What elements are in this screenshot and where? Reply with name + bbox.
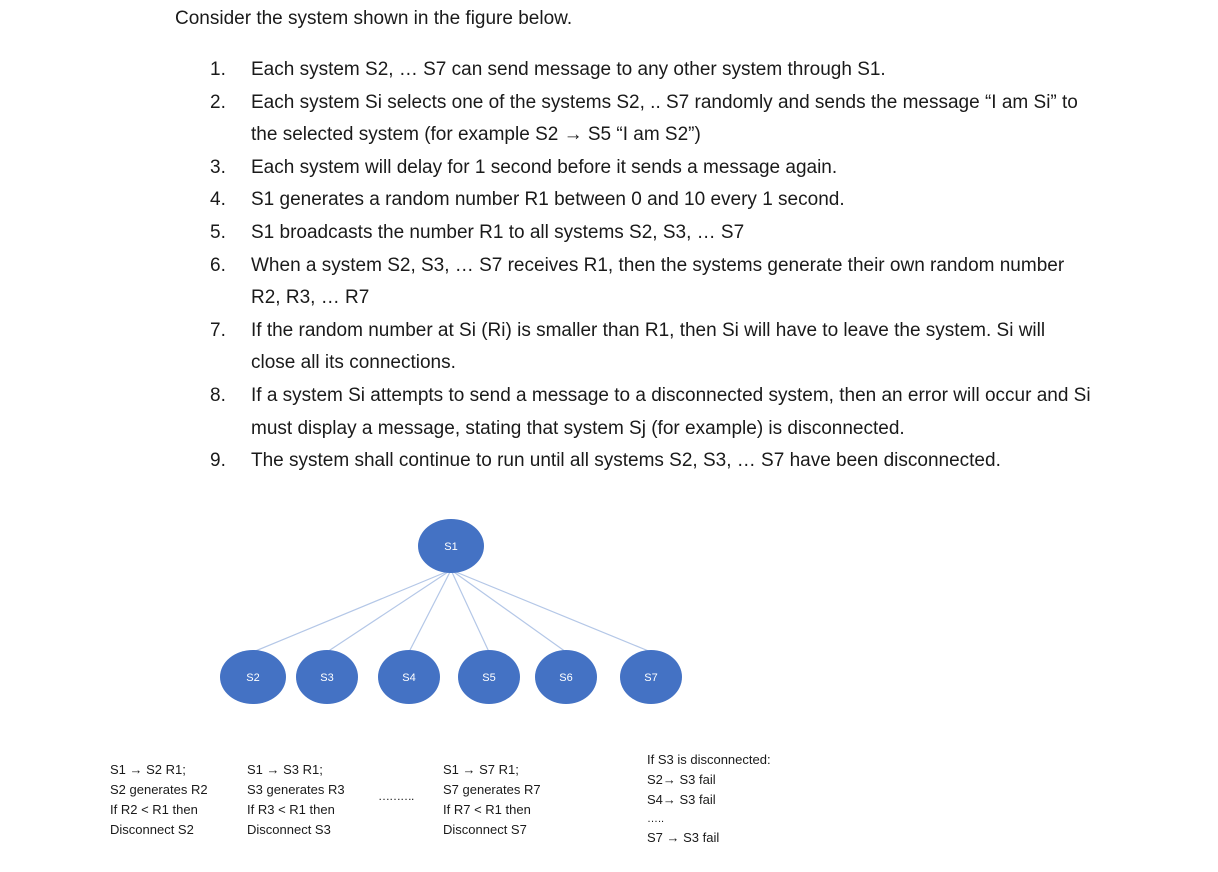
note-line: S1 → S7 R1; <box>443 762 519 777</box>
node-s2 <box>220 650 286 704</box>
intro-text: Consider the system shown in the figure below. <box>175 8 573 29</box>
diagram-edges <box>253 570 651 652</box>
note-line: If R7 < R1 then <box>443 802 531 817</box>
ellipsis-separator: ………. <box>378 789 414 803</box>
edge-s1-s6 <box>451 570 566 652</box>
node-label: S2 <box>246 672 260 684</box>
node-label: S1 <box>444 541 458 553</box>
node-s7 <box>620 650 682 704</box>
note-line: S1 → S3 R1; <box>247 762 323 777</box>
note-s7 <box>443 760 541 840</box>
note-line: S1 → S2 R1; <box>110 762 186 777</box>
note-line: If R2 < R1 then <box>110 802 198 817</box>
note-line: ….. <box>647 813 665 825</box>
edge-s1-s5 <box>451 570 489 652</box>
node-label: S5 <box>482 672 496 684</box>
node-s1 <box>418 519 484 573</box>
list-number: 8. <box>210 384 226 406</box>
note-s2 <box>110 760 208 840</box>
note-line: Disconnect S7 <box>443 822 527 837</box>
node-s6 <box>535 650 597 704</box>
list-number: 9. <box>210 450 226 472</box>
list-number: 7. <box>210 319 226 341</box>
note-line: S4→ S3 fail <box>647 792 716 807</box>
list-item-text: When a system S2, S3, … S7 receives R1, then the systems generate their own random number R2, R3, … R7 <box>251 254 1065 309</box>
node-s4 <box>378 650 440 704</box>
list-item-text: Each system Si selects one of the systems S2, .. S7 randomly and sends the message “I am Si” to the selected system (for example S2 → S5 “I am S2”) <box>251 91 1078 146</box>
edge-s1-s2 <box>253 570 451 652</box>
list-item-text: Each system S2, … S7 can send message to any other system through S1. <box>251 59 886 80</box>
note-line: Disconnect S2 <box>110 822 194 837</box>
note-s3 <box>247 760 345 840</box>
list-item-text: Each system will delay for 1 second before it sends a message again. <box>251 156 838 178</box>
list-number: 2. <box>210 91 226 113</box>
node-label: S3 <box>320 672 334 684</box>
list-item-text: S1 generates a random number R1 between 0 and 10 every 1 second. <box>251 189 845 211</box>
node-s3 <box>296 650 358 704</box>
node-s5 <box>458 650 520 704</box>
node-label: S7 <box>644 672 658 684</box>
list-number: 4. <box>210 189 226 211</box>
note-line: S7 → S3 fail <box>647 830 720 845</box>
list-number: 5. <box>210 221 226 243</box>
edge-s1-s7 <box>451 570 651 652</box>
note-line: S7 generates R7 <box>443 782 541 797</box>
list-item-text: If the random number at Si (Ri) is smaller than R1, then Si will have to leave the system. Si will close all its connections. <box>251 319 1046 374</box>
note-line: If R3 < R1 then <box>247 802 335 817</box>
note-line: S2 generates R2 <box>110 782 208 797</box>
edge-s1-s4 <box>409 570 451 652</box>
node-label: S6 <box>559 672 573 684</box>
list-item-text: If a system Si attempts to send a message to a disconnected system, then an error will occur and Si must display a message, stating that system Sj (for example) is disconnected. <box>251 384 1091 439</box>
note-line: Disconnect S3 <box>247 822 331 837</box>
note-line: If S3 is disconnected: <box>647 752 771 767</box>
list-number: 3. <box>210 156 226 178</box>
list-item-text: S1 broadcasts the number R1 to all systems S2, S3, … S7 <box>251 221 745 243</box>
note-line: S3 generates R3 <box>247 782 345 797</box>
note-fail <box>647 750 771 848</box>
node-label: S4 <box>402 672 416 684</box>
list-number: 6. <box>210 254 226 276</box>
note-line: S2→ S3 fail <box>647 772 716 787</box>
list-number: 1. <box>210 59 226 80</box>
list-item-text: The system shall continue to run until all systems S2, S3, … S7 have been disconnected. <box>251 450 1001 472</box>
edge-s1-s3 <box>327 570 451 652</box>
